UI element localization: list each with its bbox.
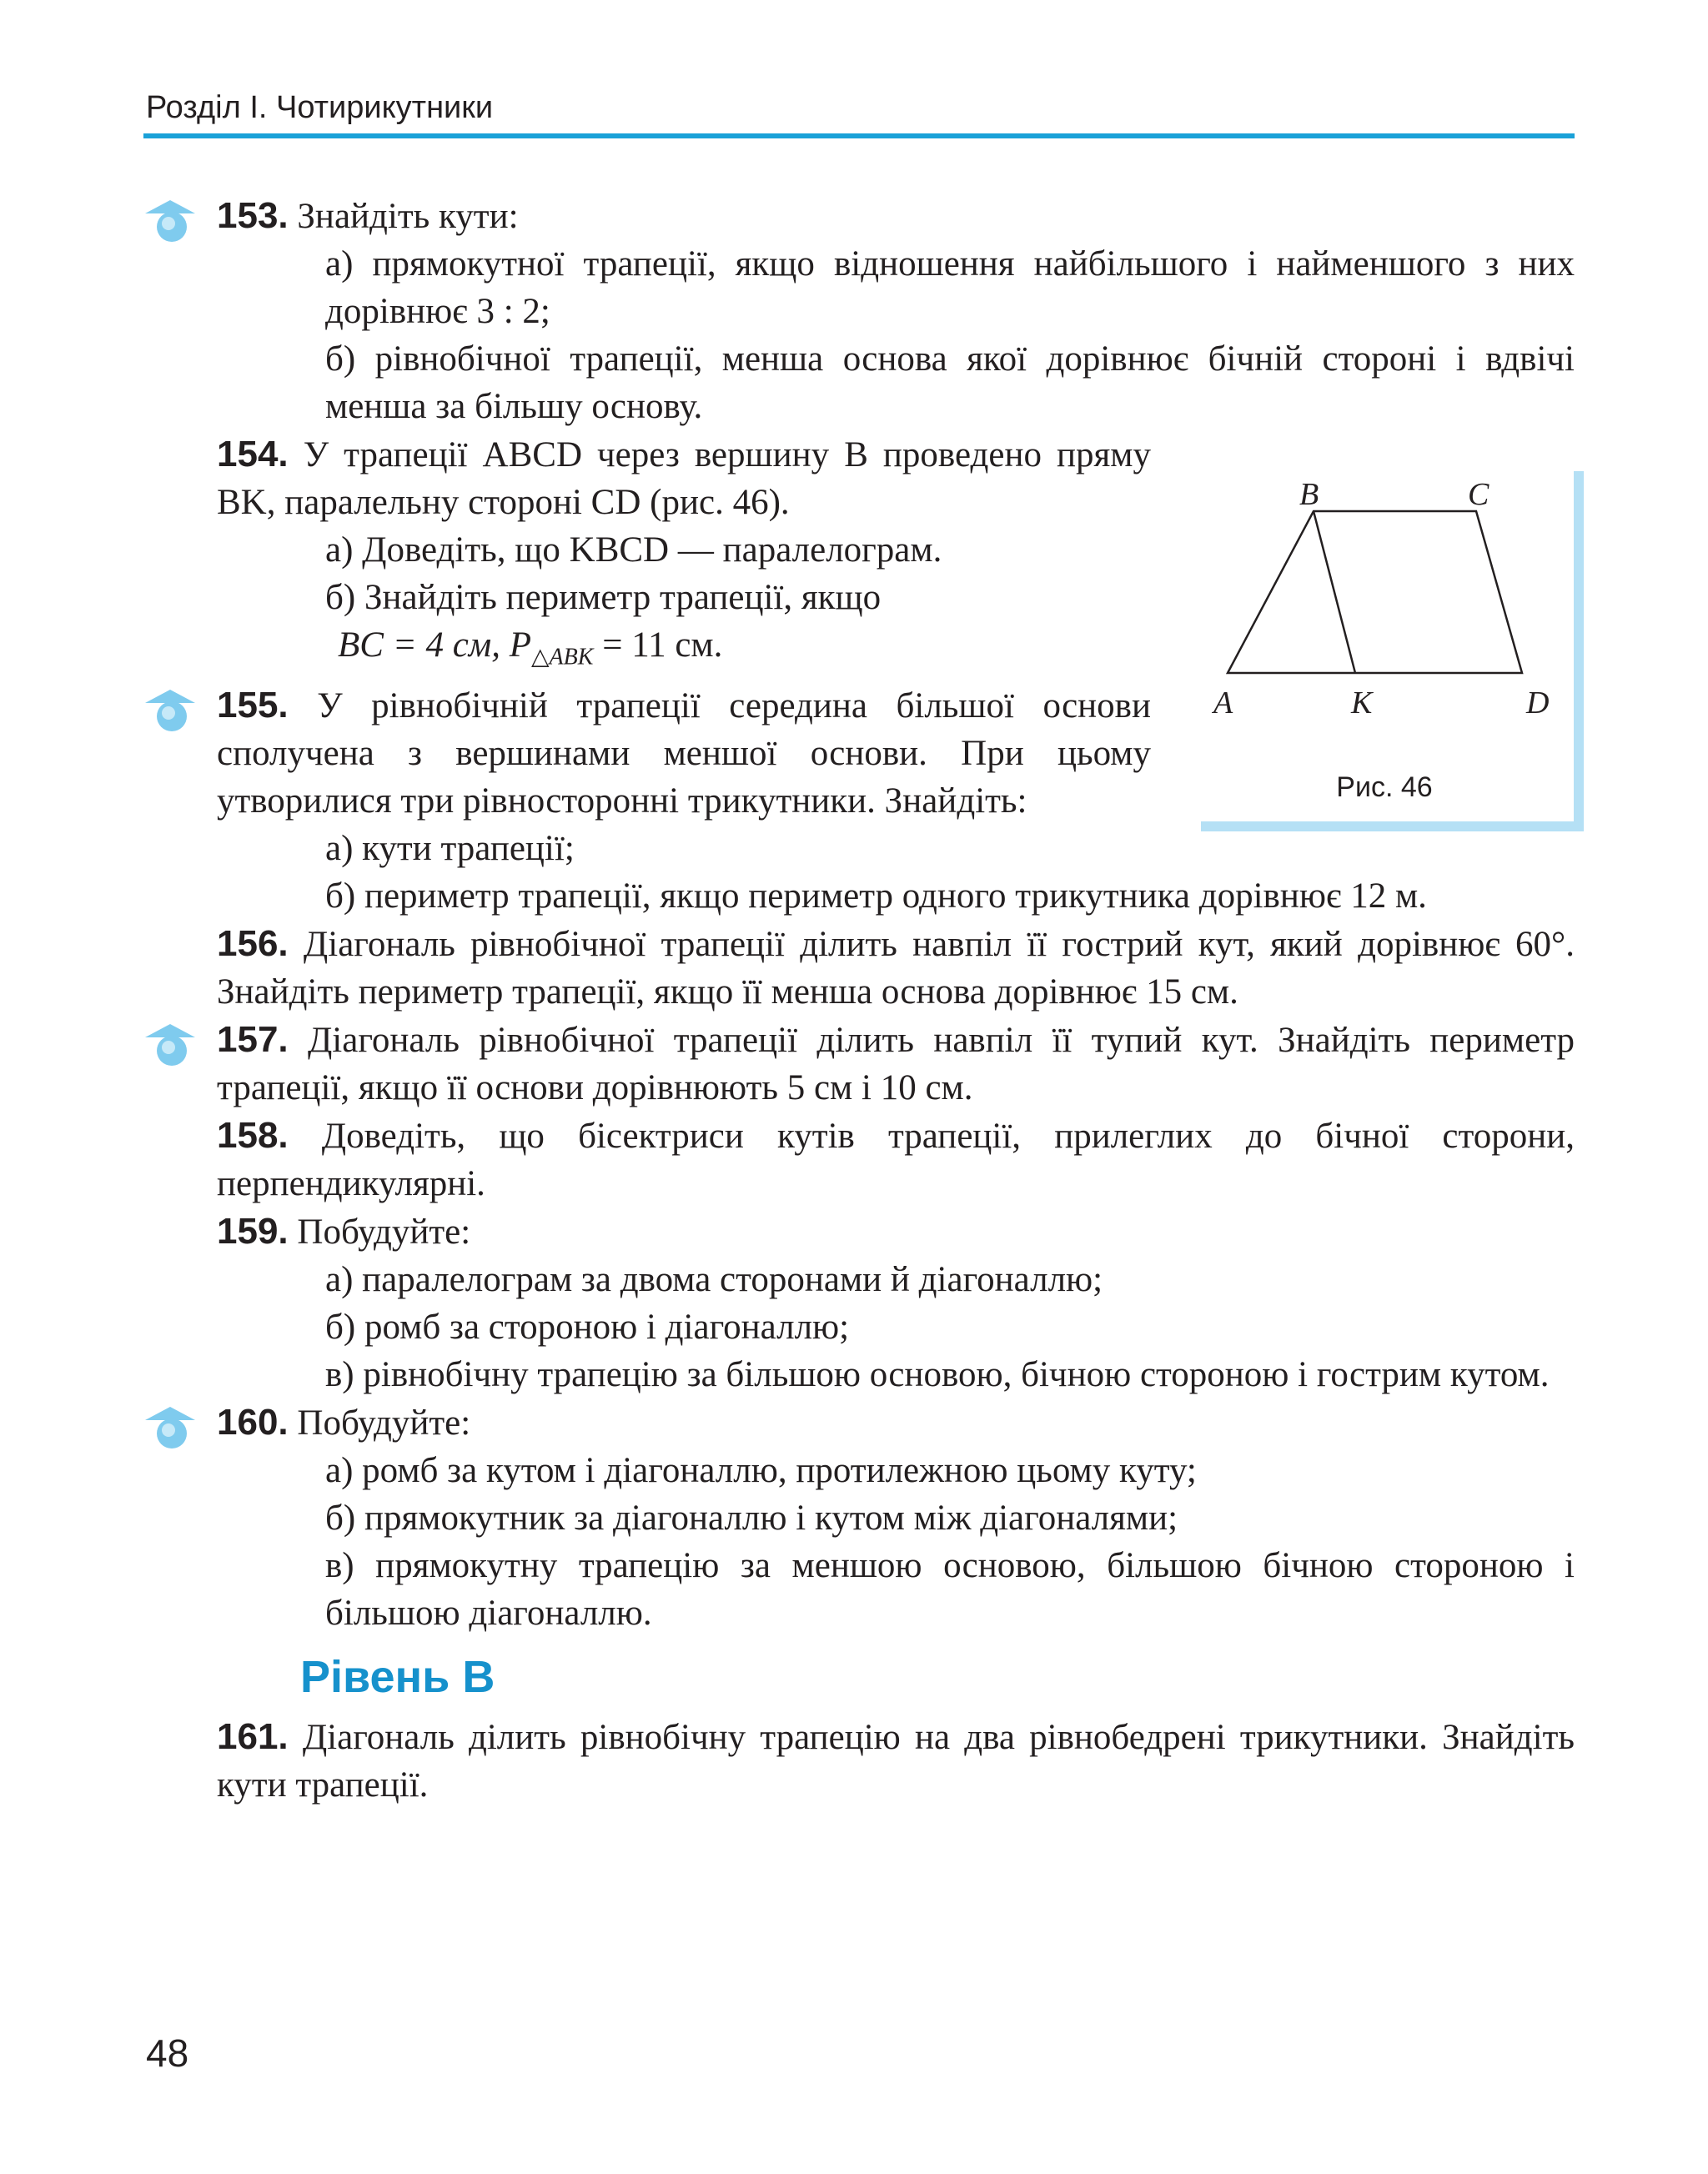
problem-number: 161. <box>217 1715 289 1757</box>
problem-number: 157. <box>217 1018 289 1060</box>
problem-text: У рівнобічній трапеції середина більшої основи сполучена з вершинами меншої основи. При цьому утворилися три рівносторонні трикутники. Знайдіть: <box>217 685 1151 821</box>
problem-158 <box>217 1112 1575 1207</box>
header-rule <box>143 133 1575 138</box>
problem-item-b: б) рівнобічної трапеції, менша основа якої дорівнює бічній стороні і вдвічі менша за більшу основу. <box>325 339 1575 426</box>
label-k: K <box>1351 685 1373 720</box>
difficulty-marker-icon <box>143 198 197 244</box>
problem-text: Діагональ ділить рівнобічну трапецію на два рівнобедрені трикутники. Знайдіть кути трапеції. <box>217 1717 1575 1805</box>
problem-157 <box>217 1016 1575 1112</box>
problem-number: 160. <box>217 1401 289 1443</box>
problem-156 <box>217 920 1575 1016</box>
difficulty-marker-icon <box>143 688 197 733</box>
problem-text: Знайдіть кути: <box>297 197 519 236</box>
problem-item-c: в) прямокутну трапецію за меншою основою, більшою бічною стороною і більшою діагоналлю. <box>325 1545 1575 1633</box>
problem-159 <box>217 1207 1575 1398</box>
problem-155 <box>217 681 1575 920</box>
problem-number: 158. <box>217 1114 289 1156</box>
label-c: C <box>1468 477 1489 512</box>
problem-text: Діагональ рівнобічної трапеції ділить навпіл її тупий кут. Знайдіть периметр трапеції, якщо її основи дорівнюють 5 см і 10 см. <box>217 1020 1575 1107</box>
problem-161 <box>217 1713 1575 1809</box>
problem-160 <box>217 1398 1575 1637</box>
figure-caption: Рис. 46 <box>1336 771 1433 803</box>
problem-item-b: б) Знайдіть периметр трапеції, якщо <box>325 578 882 617</box>
problem-153 <box>217 192 1575 430</box>
label-d: D <box>1526 685 1550 720</box>
problem-item-b-formula: BC = 4 см, $P_{\triangle ABK} = 11$ см. <box>338 625 723 670</box>
page-header: Розділ І. Чотирикутники <box>146 90 494 125</box>
problem-item-a: а) кути трапеції; <box>325 828 575 868</box>
problem-item-c: в) рівнобічну трапецію за більшою основою, бічною стороною і гострим кутом. <box>325 1354 1550 1394</box>
problem-item-a: а) паралелограм за двома сторонами й діагоналлю; <box>325 1259 1103 1299</box>
problem-item-a: а) прямокутної трапеції, якщо відношення найбільшого і найменшого з них дорівнює 3 : 2; <box>325 244 1575 331</box>
problem-text: Побудуйте: <box>297 1212 471 1252</box>
problem-text: Доведіть, що бісектриси кутів трапеції, прилеглих до бічної сторони, перпендикулярні. <box>217 1116 1575 1203</box>
problem-item-b: б) периметр трапеції, якщо периметр одного трикутника дорівнює 12 м. <box>325 876 1427 916</box>
figure-shadow-right <box>1574 471 1584 830</box>
problem-item-b: б) ромб за стороною і діагоналлю; <box>325 1307 850 1347</box>
page-number: 48 <box>146 2031 189 2075</box>
difficulty-marker-icon <box>143 1022 197 1067</box>
problem-number: 155. <box>217 684 289 726</box>
problem-item-a: а) Доведіть, що KBCD — паралелограм. <box>325 530 942 570</box>
problem-154 <box>217 430 1575 681</box>
difficulty-marker-icon <box>143 1405 197 1450</box>
problem-text: У трапеції ABCD через вершину B проведено пряму BK, паралельну стороні CD (рис. 46). <box>217 435 1151 522</box>
problem-number: 159. <box>217 1210 289 1252</box>
level-title: Рівень В <box>300 1651 495 1702</box>
problem-number: 154. <box>217 434 289 474</box>
label-a: A <box>1213 685 1233 720</box>
problem-text: Побудуйте: <box>297 1403 471 1443</box>
problem-number: 156. <box>217 922 289 964</box>
problem-item-a: а) ромб за кутом і діагоналлю, протилежною цьому куту; <box>325 1450 1197 1490</box>
label-b: B <box>1299 477 1319 512</box>
problem-item-b: б) прямокутник за діагоналлю і кутом між діагоналями; <box>325 1498 1178 1538</box>
problems-content <box>217 192 1575 1809</box>
problem-text: Діагональ рівнобічної трапеції ділить навпіл її гострий кут, який дорівнює 60°. Знайдіть периметр трапеції, якщо її менша основа дорівнює 15 см. <box>217 924 1575 1012</box>
problem-number: 153. <box>217 195 289 236</box>
